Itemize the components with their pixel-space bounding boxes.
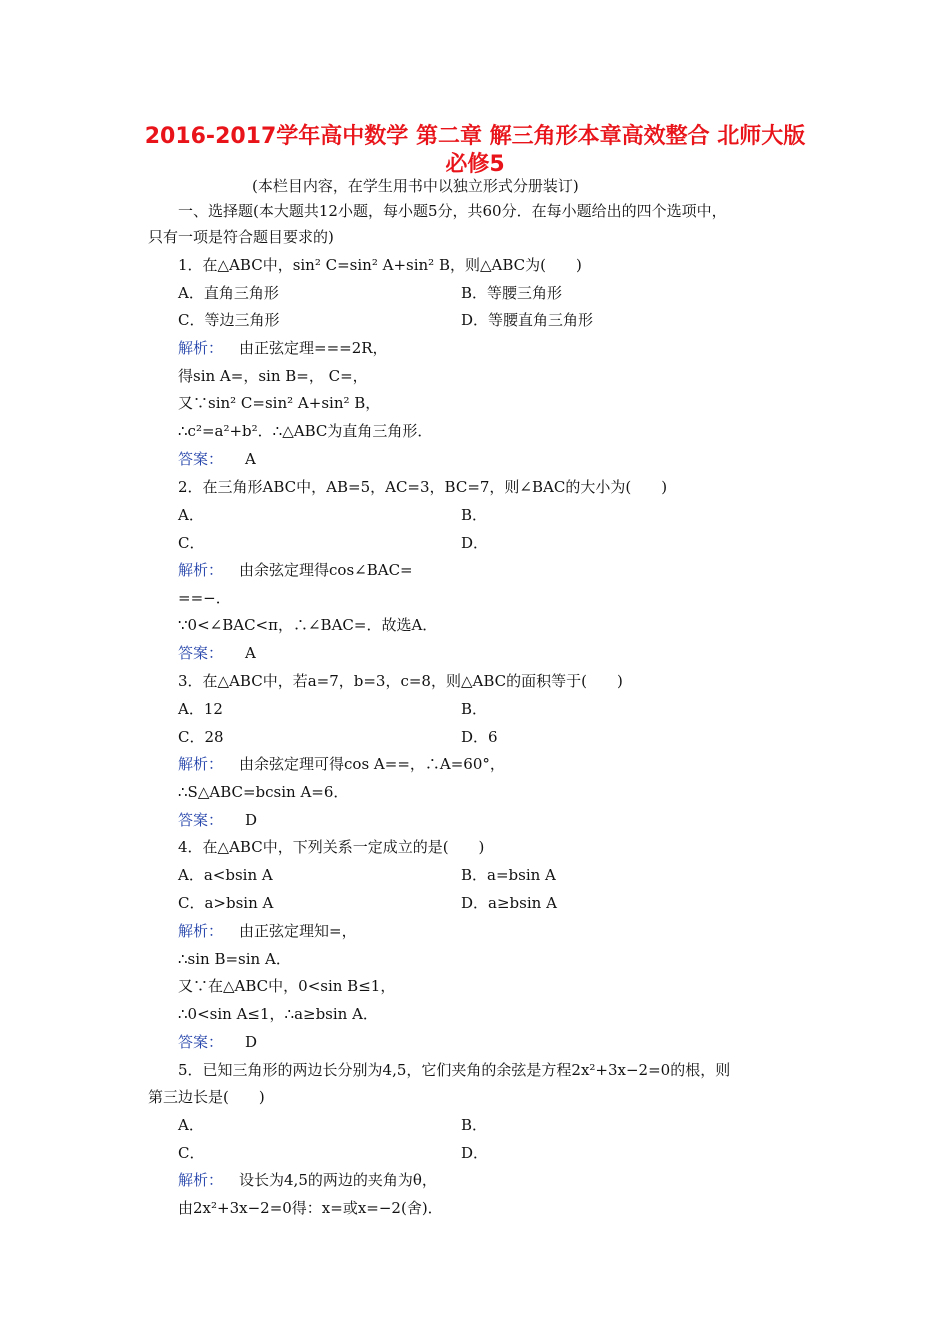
q2-analysis-text: 由余弦定理得cos∠BAC= (239, 561, 413, 579)
q1-analysis-4: ∴c²=a²+b²．∴△ABC为直角三角形． (178, 422, 433, 440)
answer-label: 答案： (178, 644, 224, 662)
q1-analysis-3: 又∵sin² C=sin² A+sin² B， (178, 394, 381, 412)
q4-option-d: D．a≥bsin A (461, 894, 557, 912)
q2-option-a: A． (178, 506, 204, 524)
document-title-line1: 2016-2017学年高中数学 第二章 解三角形本章高效整合 北师大版 (144, 124, 806, 149)
subtitle: (本栏目内容，在学生用书中以独立形式分册装订) (252, 177, 579, 195)
q2-analysis-3: ∵0<∠BAC<π，∴∠BAC=．故选A． (178, 616, 438, 634)
analysis-label: 解析： (178, 339, 224, 357)
q5-option-c: C． (178, 1144, 205, 1162)
q5-option-a: A． (178, 1116, 204, 1134)
analysis-label: 解析： (178, 922, 224, 940)
q2-analysis-1 (178, 560, 413, 580)
q5-option-d: D． (461, 1144, 489, 1162)
q3-analysis-1 (178, 754, 505, 774)
q5-analysis-text: 设长为4,5的两边的夹角为θ， (239, 1171, 437, 1189)
q2-option-d: D． (461, 534, 489, 552)
answer-label: 答案： (178, 450, 224, 468)
q3-answer-value: D (245, 811, 258, 829)
q4-answer (178, 1032, 257, 1052)
q4-analysis-text: 由正弦定理知=， (239, 922, 357, 940)
q1-analysis-2: 得sin A=，sin B=， C=， (178, 367, 368, 385)
document-title-line2: 必修5 (445, 152, 505, 177)
q4-analysis-4: ∴0<sin A≤1，∴a≥bsin A． (178, 1005, 378, 1023)
q4-option-a: A．a<bsin A (178, 866, 273, 884)
q4-analysis-1 (178, 921, 357, 941)
q5-option-b: B． (461, 1116, 488, 1134)
q1-analysis-1 (178, 338, 388, 358)
q5-stem-line2: 第三边长是( ) (148, 1088, 265, 1106)
q4-analysis-2: ∴sin B=sin A． (178, 950, 291, 968)
q2-option-c: C． (178, 534, 205, 552)
q3-option-c: C．28 (178, 728, 224, 746)
q3-option-d: D．6 (461, 728, 498, 746)
q3-analysis-2: ∴S△ABC=bcsin A=6． (178, 783, 349, 801)
q5-analysis-1 (178, 1170, 437, 1190)
q1-option-b: B．等腰三角形 (461, 284, 563, 302)
q2-stem: 2．在三角形ABC中，AB=5，AC=3，BC=7，则∠BAC的大小为( ) (178, 478, 668, 496)
q1-analysis-text: 由正弦定理===2R， (239, 339, 388, 357)
q2-answer (178, 643, 256, 663)
q1-option-a: A．直角三角形 (178, 284, 279, 302)
q5-stem: 5．已知三角形的两边长分别为4,5，它们夹角的余弦是方程2x²+3x−2=0的根，则 (178, 1061, 731, 1079)
q4-stem: 4．在△ABC中，下列关系一定成立的是( ) (178, 838, 485, 856)
answer-label: 答案： (178, 1033, 224, 1051)
q1-option-c: C．等边三角形 (178, 311, 280, 329)
q5-analysis-2: 由2x²+3x−2=0得：x=或x=−2(舍)． (178, 1199, 443, 1217)
analysis-label: 解析： (178, 561, 224, 579)
q4-option-b: B．a=bsin A (461, 866, 556, 884)
section-intro-line2: 只有一项是符合题目要求的) (148, 228, 334, 246)
analysis-label: 解析： (178, 1171, 224, 1189)
q3-stem: 3．在△ABC中，若a=7，b=3，c=8，则△ABC的面积等于( ) (178, 672, 623, 690)
q1-answer (178, 449, 256, 469)
q4-option-c: C．a>bsin A (178, 894, 274, 912)
q2-answer-value: A (245, 644, 256, 662)
q2-option-b: B． (461, 506, 488, 524)
analysis-label: 解析： (178, 755, 224, 773)
q1-option-d: D．等腰直角三角形 (461, 311, 594, 329)
q4-answer-value: D (245, 1033, 258, 1051)
section-intro-line1: 一、选择题(本大题共12小题，每小题5分，共60分．在每小题给出的四个选项中， (178, 202, 727, 220)
q3-answer (178, 810, 257, 830)
q1-stem: 1．在△ABC中，sin² C=sin² A+sin² B，则△ABC为( ) (178, 256, 582, 274)
q4-analysis-3: 又∵在△ABC中，0<sin B≤1， (178, 977, 396, 995)
answer-label: 答案： (178, 811, 224, 829)
q3-analysis-text: 由余弦定理可得cos A==，∴A=60°， (239, 755, 505, 773)
q3-option-a: A．12 (178, 700, 223, 718)
q3-option-b: B． (461, 700, 488, 718)
q2-analysis-2: ==−． (178, 589, 231, 607)
q1-answer-value: A (245, 450, 256, 468)
